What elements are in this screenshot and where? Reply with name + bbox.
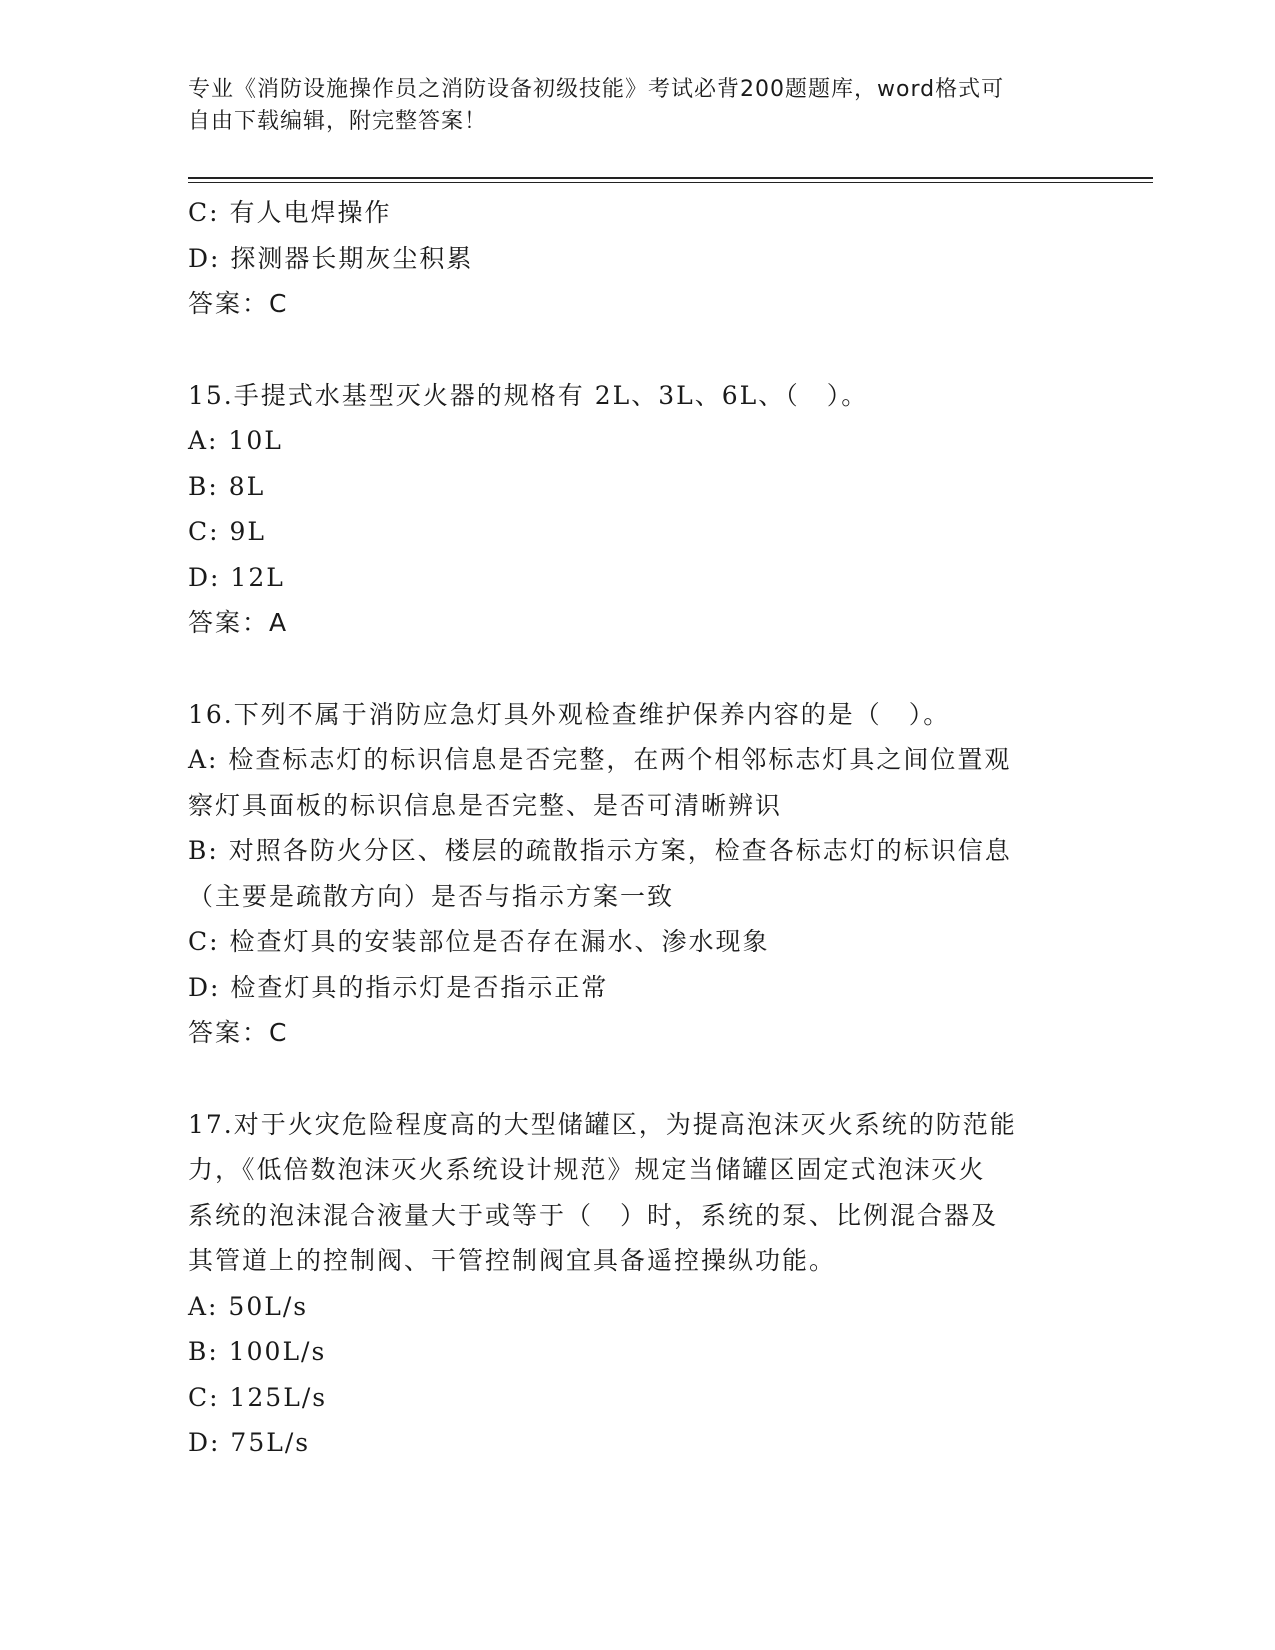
question-17 (188, 1102, 1088, 1466)
answer: 答案：C (188, 289, 289, 318)
option-b-line-2: （主要是疏散方向）是否与指示方案一致 (188, 881, 675, 911)
option-a: A: 10L (188, 426, 283, 455)
option-a-line-2: 察灯具面板的标识信息是否完整、是否可清晰辨识 (188, 790, 783, 820)
answer: 答案：C (188, 1018, 289, 1047)
question-16 (188, 692, 1088, 1056)
option-c: C: 检查灯具的安装部位是否存在漏水、渗水现象 (188, 927, 770, 956)
question-15 (188, 373, 1088, 646)
question-14 (188, 190, 1088, 327)
spacer (188, 1056, 1088, 1102)
spacer (188, 646, 1088, 692)
question-stem: 15.手提式水基型灭火器的规格有 2L、3L、6L、（ ）。 (188, 380, 869, 410)
question-stem: 16.下列不属于消防应急灯具外观检查维护保养内容的是（ ）。 (188, 699, 951, 729)
header-line-2: 自由下载编辑，附完整答案！ (188, 109, 488, 134)
option-b: B: 100L/s (188, 1337, 327, 1366)
question-list (188, 190, 1088, 1466)
question-stem-line-3: 系统的泡沫混合液量大于或等于（ ）时，系统的泵、比例混合器及 (188, 1200, 999, 1230)
header-divider-thin (188, 182, 1153, 183)
option-d: D: 检查灯具的指示灯是否指示正常 (188, 972, 609, 1002)
spacer (188, 327, 1088, 373)
option-d: D: 75L/s (188, 1428, 311, 1457)
option-a-line-1: A: 检查标志灯的标识信息是否完整，在两个相邻标志灯具之间位置观 (188, 745, 1012, 774)
header-line-1: 专业《消防设施操作员之消防设备初级技能》考试必背200题题库，word格式可 (188, 77, 1005, 102)
option-c: C: 9L (188, 517, 267, 546)
question-stem-line-2: 力，《低倍数泡沫灭火系统设计规范》规定当储罐区固定式泡沫灭火 (188, 1155, 986, 1184)
option-b-line-1: B: 对照各防火分区、楼层的疏散指示方案，检查各标志灯的标识信息 (188, 836, 1012, 865)
document-header (188, 74, 1068, 138)
option-c: C: 125L/s (188, 1382, 328, 1412)
option-a: A: 50L/s (188, 1291, 309, 1321)
option-c: C: 有人电焊操作 (188, 198, 392, 227)
question-stem-line-4: 其管道上的控制阀、干管控制阀宜具备遥控操纵功能。 (188, 1246, 837, 1275)
option-d: D: 12L (188, 562, 285, 592)
option-b: B: 8L (188, 471, 266, 501)
option-d: D: 探测器长期灰尘积累 (188, 243, 474, 273)
answer: 答案：A (188, 608, 289, 637)
question-stem-line-1: 17.对于火灾危险程度高的大型储罐区，为提高泡沫灭火系统的防范能 (188, 1109, 1017, 1139)
header-divider-thick (188, 177, 1153, 179)
